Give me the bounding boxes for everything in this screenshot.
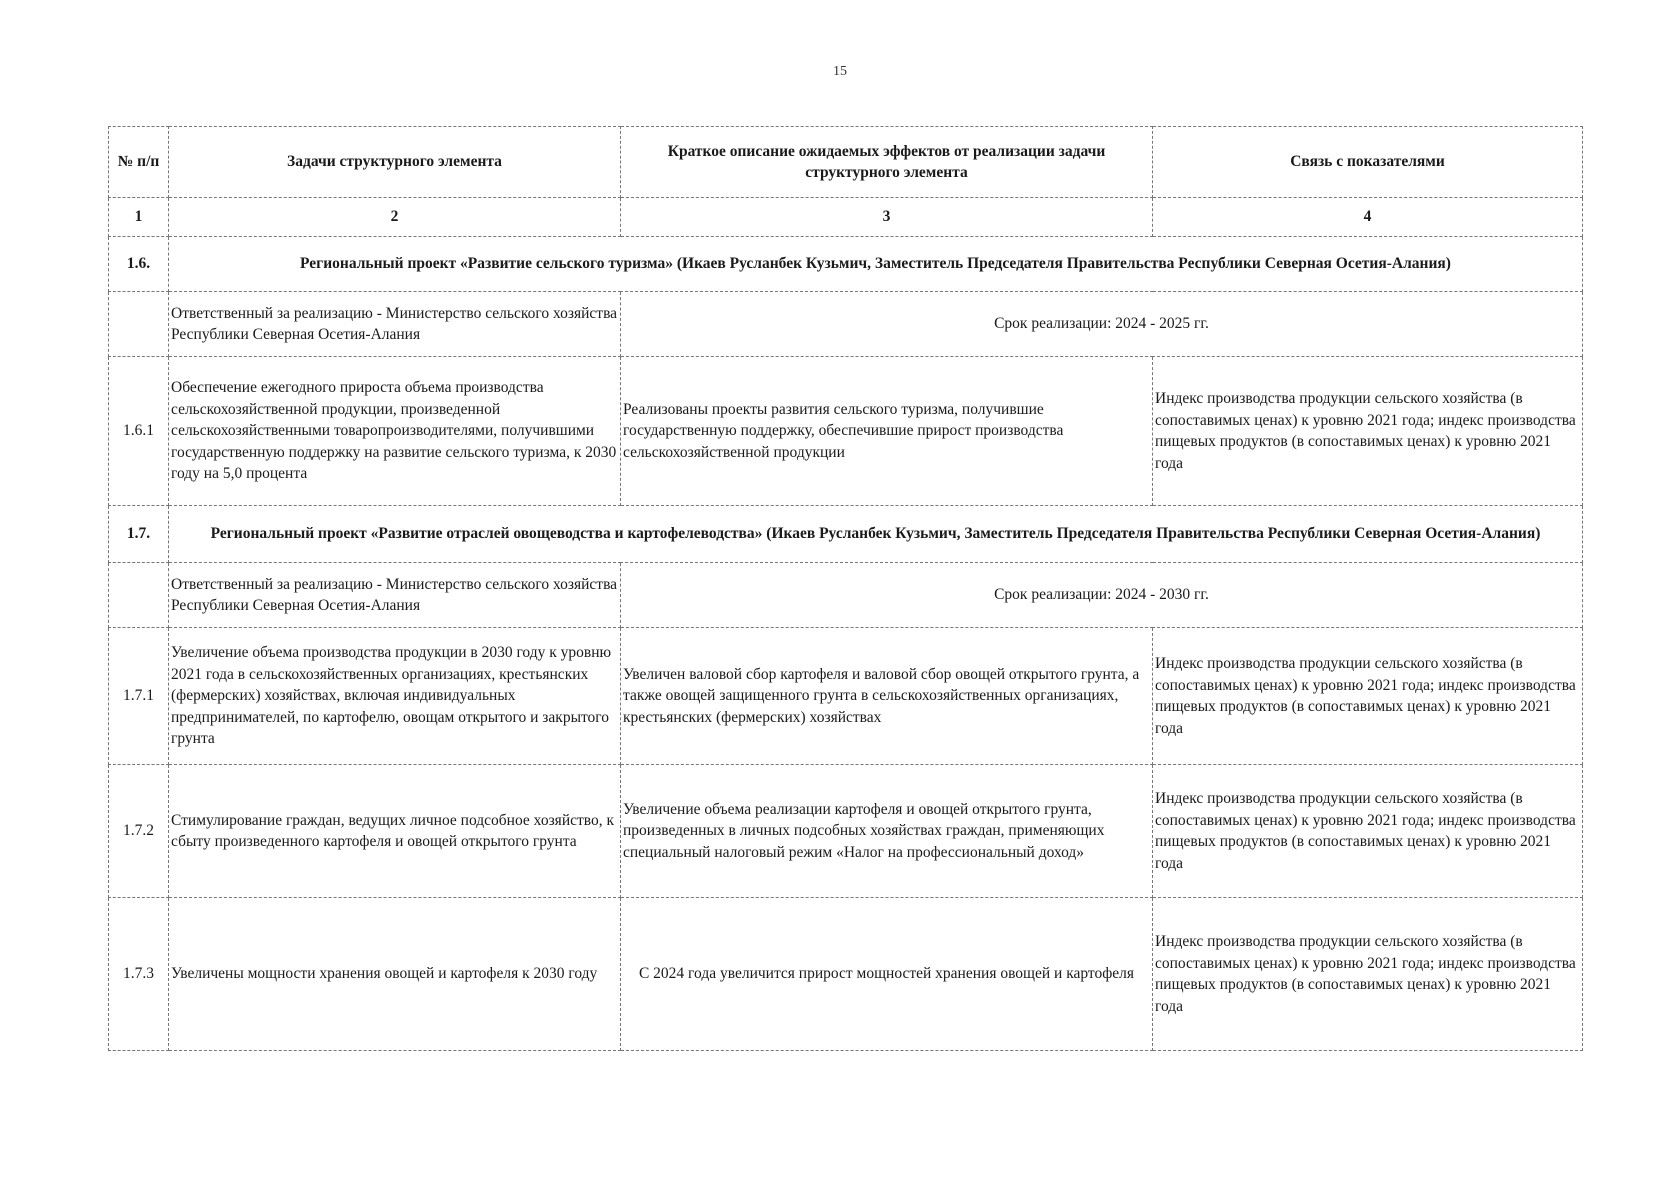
task-text: Обеспечение ежегодного прироста объема производства сельскохозяйственной продукции, произведенной сельскохозяйственными товаропроизводителями, получившими государственную поддержку на развитие сельского туризма, к 2030 году на 5,0 процента	[169, 357, 621, 506]
tasks-table	[108, 126, 1583, 1051]
header-number: № п/п	[109, 127, 169, 198]
header-tasks: Задачи структурного элемента	[169, 127, 621, 198]
responsible-text: Ответственный за реализацию - Министерство сельского хозяйства Республики Северная Осетия-Алания	[169, 292, 621, 357]
period-text: Срок реализации: 2024 - 2025 гг.	[621, 292, 1583, 357]
page-number: 15	[833, 64, 847, 79]
responsible-text: Ответственный за реализацию - Министерство сельского хозяйства Республики Северная Осетия-Алания	[169, 563, 621, 628]
task-number: 1.7.2	[109, 765, 169, 898]
section-title: Региональный проект «Развитие сельского туризма» (Икаев Русланбек Кузьмич, Заместитель Председателя Правительства Республики Северная Осетия-Алания)	[169, 237, 1583, 292]
period-text: Срок реализации: 2024 - 2030 гг.	[621, 563, 1583, 628]
task-text: Увеличение объема производства продукции в 2030 году к уровню 2021 года в сельскохозяйственных организациях, крестьянских (фермерских) хозяйствах, включая индивидуальных предпринимателей, по картофелю, овощам открытого и закрытого грунта	[169, 628, 621, 765]
table-row	[109, 898, 1583, 1051]
column-number: 1	[109, 198, 169, 237]
effect-text: Реализованы проекты развития сельского туризма, получившие государственную поддержку, обеспечившие прирост производства сельскохозяйственной продукции	[621, 357, 1153, 506]
effect-text: Увеличение объема реализации картофеля и овощей открытого грунта, произведенных в личных подсобных хозяйствах граждан, применяющих специальный налоговый режим «Налог на профессиональный доход»	[621, 765, 1153, 898]
table-header-row	[109, 127, 1583, 198]
effect-text: С 2024 года увеличится прирост мощностей хранения овощей и картофеля	[621, 898, 1153, 1051]
task-number: 1.7.3	[109, 898, 169, 1051]
section-number: 1.7.	[109, 506, 169, 563]
indicators-text: Индекс производства продукции сельского хозяйства (в сопоставимых ценах) к уровню 2021 года; индекс производства пищевых продуктов (в сопоставимых ценах) к уровню 2021 года	[1153, 898, 1583, 1051]
column-number: 3	[621, 198, 1153, 237]
section-row	[109, 506, 1583, 563]
task-text: Стимулирование граждан, ведущих личное подсобное хозяйство, к сбыту произведенного картофеля и овощей открытого грунта	[169, 765, 621, 898]
task-number: 1.7.1	[109, 628, 169, 765]
responsible-row	[109, 292, 1583, 357]
indicators-text: Индекс производства продукции сельского хозяйства (в сопоставимых ценах) к уровню 2021 года; индекс производства пищевых продуктов (в сопоставимых ценах) к уровню 2021 года	[1153, 765, 1583, 898]
column-number: 4	[1153, 198, 1583, 237]
section-row	[109, 237, 1583, 292]
task-number: 1.6.1	[109, 357, 169, 506]
section-title: Региональный проект «Развитие отраслей овощеводства и картофелеводства» (Икаев Русланбек Кузьмич, Заместитель Председателя Правительства Республики Северная Осетия-Алания)	[169, 506, 1583, 563]
indicators-text: Индекс производства продукции сельского хозяйства (в сопоставимых ценах) к уровню 2021 года; индекс производства пищевых продуктов (в сопоставимых ценах) к уровню 2021 года	[1153, 357, 1583, 506]
column-numbers-row	[109, 198, 1583, 237]
empty-cell	[109, 292, 169, 357]
header-indicators: Связь с показателями	[1153, 127, 1583, 198]
table-row	[109, 628, 1583, 765]
section-number: 1.6.	[109, 237, 169, 292]
indicators-text: Индекс производства продукции сельского хозяйства (в сопоставимых ценах) к уровню 2021 года; индекс производства пищевых продуктов (в сопоставимых ценах) к уровню 2021 года	[1153, 628, 1583, 765]
header-effects: Краткое описание ожидаемых эффектов от реализации задачи структурного элемента	[621, 127, 1153, 198]
column-number: 2	[169, 198, 621, 237]
effect-text: Увеличен валовой сбор картофеля и валовой сбор овощей открытого грунта, а также овощей защищенного грунта в сельскохозяйственных организациях, крестьянских (фермерских) хозяйствах	[621, 628, 1153, 765]
table-row	[109, 765, 1583, 898]
task-text: Увеличены мощности хранения овощей и картофеля к 2030 году	[169, 898, 621, 1051]
table-row	[109, 357, 1583, 506]
responsible-row	[109, 563, 1583, 628]
empty-cell	[109, 563, 169, 628]
